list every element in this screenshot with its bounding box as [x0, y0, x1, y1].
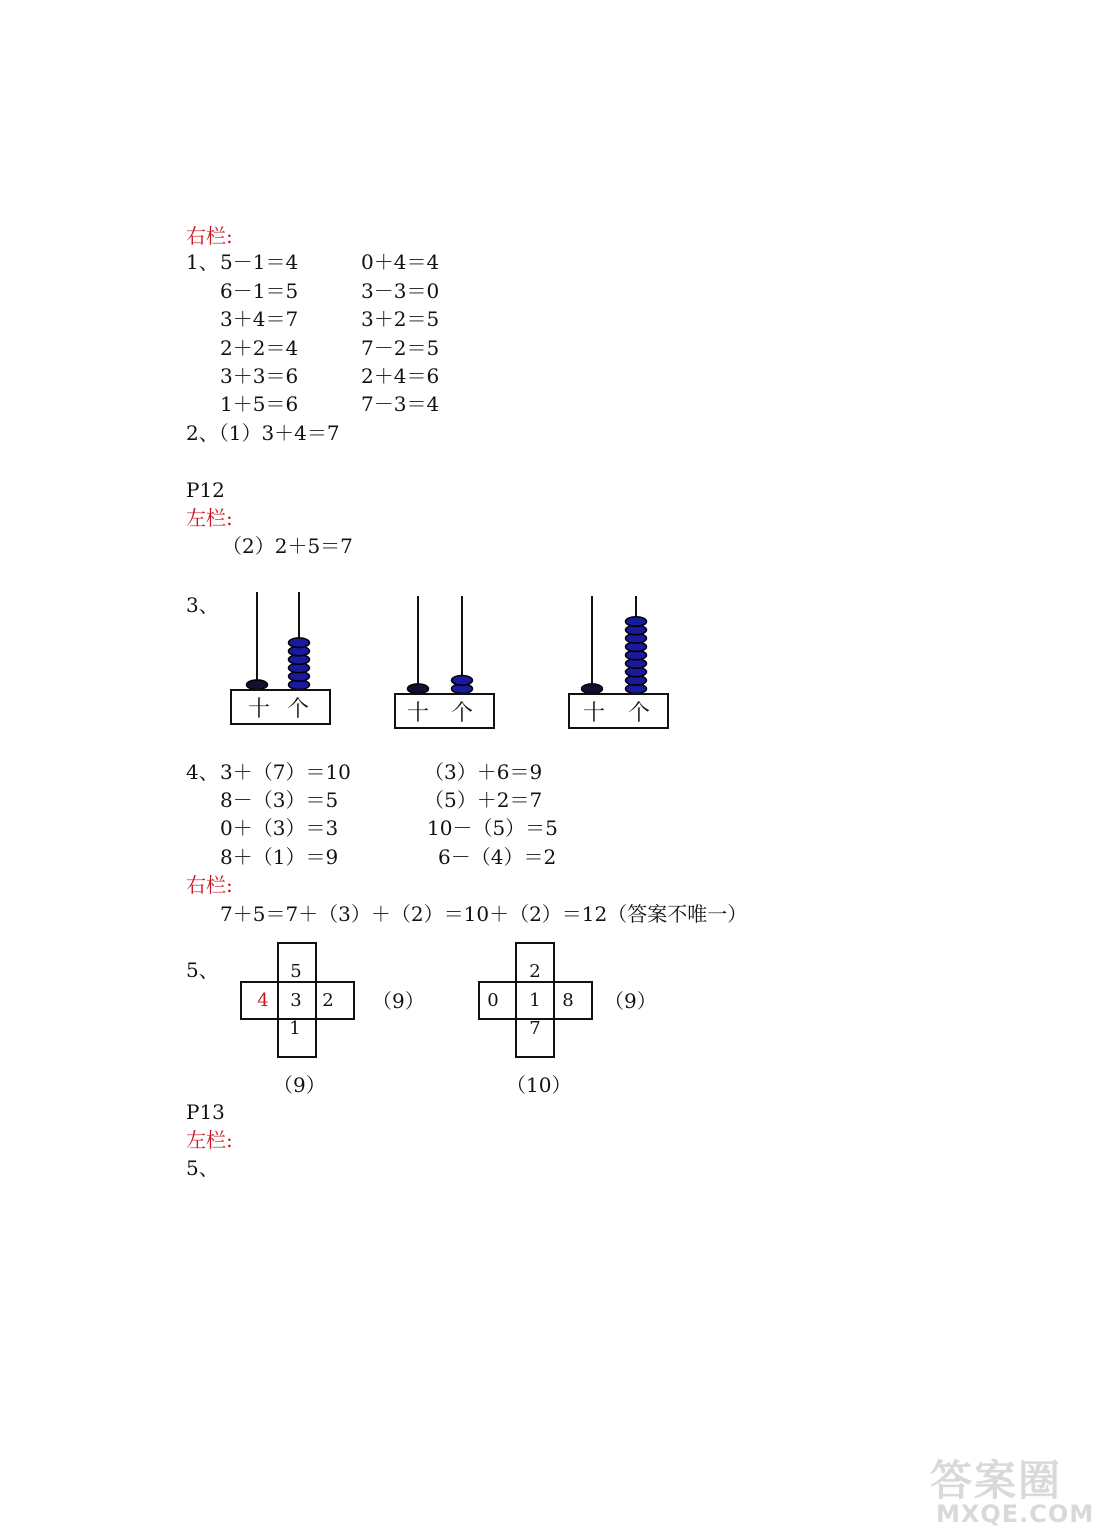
abacus-1-base — [231, 690, 330, 724]
abacus-2-ones-bead — [452, 676, 473, 686]
question-5-number: 5、 — [186, 958, 219, 982]
abacus-1-ones-bead — [289, 638, 310, 648]
q1-eq-12: 7－3＝4 — [361, 392, 440, 416]
watermark-url: MXQE.COM — [936, 1500, 1095, 1528]
right-column-label: 右栏: — [186, 224, 233, 248]
question-1-number: 1、 — [186, 250, 219, 274]
abacus-3 — [568, 594, 670, 730]
abacus-2-tens-label: 十 — [407, 701, 430, 726]
q1-eq-2: 6－1＝5 — [220, 279, 299, 303]
left-column-label-p13: 左栏: — [186, 1128, 233, 1152]
question-2-part-1: 2、（1）3＋4＝7 — [186, 421, 340, 445]
cross-2-row-sum: （9） — [604, 989, 657, 1013]
abacus-2-ones-beads — [452, 676, 473, 694]
q1-eq-11: 2＋4＝6 — [361, 364, 440, 388]
q1-eq-10: 7－2＝5 — [361, 336, 440, 360]
abacus-1-ones-beads — [289, 638, 310, 690]
q1-eq-9: 3＋2＝5 — [361, 307, 440, 331]
abacus-3-ones-beads — [626, 617, 647, 694]
abacus-1-ones-label: 个 — [287, 697, 310, 722]
cross-2-left: 0 — [487, 990, 499, 1011]
split-equation: 7＋5＝7＋（3）＋（2）＝10＋（2）＝12（答案不唯一） — [220, 902, 748, 926]
q4-eq-1: 3＋（7）＝10 — [220, 760, 351, 784]
abacus-2-tens-beads — [408, 684, 429, 694]
cross-1-column-sum: （9） — [273, 1073, 326, 1097]
abacus-3-tens-bead — [582, 684, 603, 694]
right-column-label-2: 右栏: — [186, 873, 233, 897]
q1-eq-8: 3－3＝0 — [361, 279, 440, 303]
q4-eq-2: 8－（3）＝5 — [220, 788, 339, 812]
abacus-1-tens-bead — [247, 680, 268, 690]
q1-eq-5: 3＋3＝6 — [220, 364, 299, 388]
abacus-1 — [230, 590, 332, 726]
page-label-p13: P13 — [186, 1100, 225, 1124]
q4-eq-8: 6－（4）＝2 — [438, 845, 557, 869]
abacus-3-ones-bead — [626, 617, 647, 627]
abacus-2-ones-label: 个 — [451, 701, 474, 726]
cross-2-right: 8 — [562, 990, 574, 1011]
abacus-3-tens-label: 十 — [583, 701, 606, 726]
q1-eq-3: 3＋4＝7 — [220, 307, 299, 331]
cross-2-column-sum: （10） — [506, 1073, 572, 1097]
q1-eq-6: 1＋5＝6 — [220, 392, 299, 416]
cross-1-center: 3 — [290, 990, 302, 1011]
left-column-label: 左栏: — [186, 506, 233, 530]
q4-eq-7: 10－（5）＝5 — [427, 816, 558, 840]
q4-eq-3: 0＋（3）＝3 — [220, 816, 339, 840]
q1-eq-1: 5－1＝4 — [220, 250, 299, 274]
abacus-1-tens-label: 十 — [248, 697, 271, 722]
q4-eq-4: 8＋（1）＝9 — [220, 845, 339, 869]
abacus-2 — [394, 594, 496, 730]
abacus-3-tens-beads — [582, 684, 603, 694]
p13-question-5-number: 5、 — [186, 1156, 219, 1180]
watermark-logo: 答案圈 — [930, 1456, 1063, 1505]
question-4-number: 4、 — [186, 760, 219, 784]
abacus-1-tens-beads — [247, 680, 268, 690]
q4-eq-5: （3）＋6＝9 — [424, 760, 543, 784]
cross-1-right: 2 — [322, 990, 334, 1011]
question-2-part-2: （2）2＋5＝7 — [222, 534, 353, 558]
abacus-2-tens-bead — [408, 684, 429, 694]
question-3-number: 3、 — [186, 593, 219, 617]
page-label-p12: P12 — [186, 478, 225, 502]
q1-eq-7: 0＋4＝4 — [361, 250, 440, 274]
cross-1-top: 5 — [290, 961, 302, 982]
cross-2-bottom: 7 — [529, 1018, 541, 1039]
cross-1-bottom: 1 — [289, 1018, 301, 1039]
abacus-3-ones-label: 个 — [628, 701, 651, 726]
cross-1-row-sum: （9） — [372, 989, 425, 1013]
q1-eq-4: 2＋2＝4 — [220, 336, 299, 360]
cross-2-center: 1 — [529, 990, 541, 1011]
cross-2-top: 2 — [529, 961, 541, 982]
q4-eq-6: （5）＋2＝7 — [424, 788, 543, 812]
cross-1-left: 4 — [257, 990, 269, 1011]
